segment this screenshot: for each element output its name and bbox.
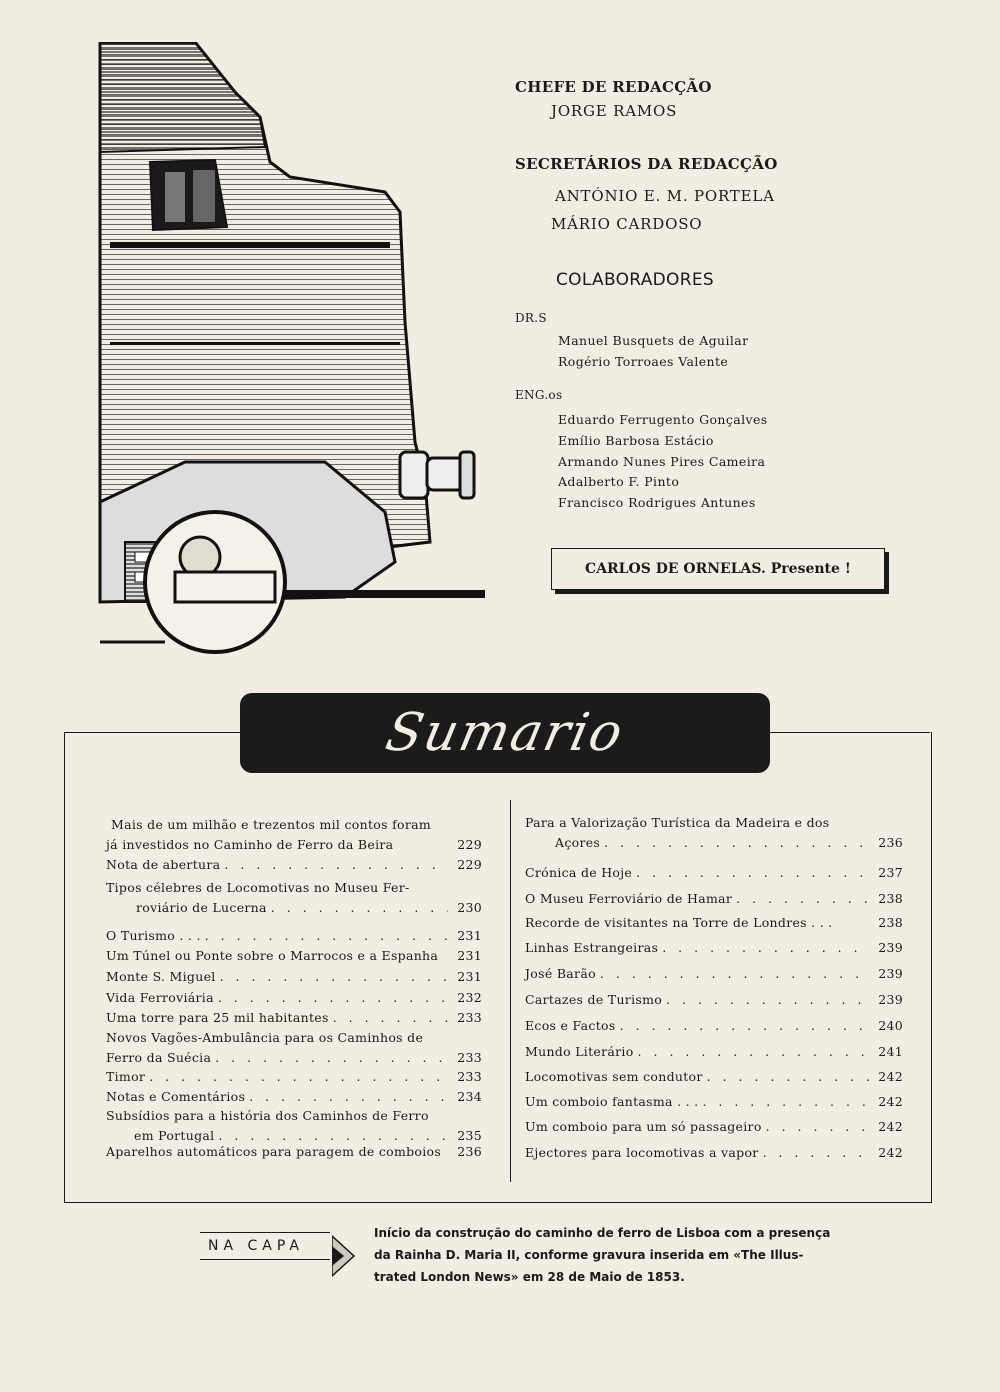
toc-entry <box>106 1087 482 1107</box>
toc-entry-line <box>525 1016 903 1036</box>
toc-entry-title: Locomotivas sem condutor <box>525 1069 703 1084</box>
collaborator-name: Armando Nunes Pires Cameira <box>558 454 766 469</box>
toc-entry <box>106 815 482 855</box>
sumario-banner <box>240 693 770 773</box>
toc-page-number: 235 <box>457 1128 482 1143</box>
dot-leader <box>214 988 448 1008</box>
toc-page-number: 239 <box>878 940 903 955</box>
toc-entry-title: Monte S. Miguel <box>106 969 216 984</box>
toc-entry <box>106 946 482 966</box>
toc-entry-title: Ejectores para locomotivas a vapor <box>525 1145 759 1160</box>
na-capa-label <box>200 1232 330 1260</box>
toc-entry-title: Um comboio fantasma . . . <box>525 1094 699 1109</box>
dot-leader <box>616 1016 869 1036</box>
toc-page-number: 242 <box>878 1094 903 1109</box>
toc-entry-line <box>525 833 903 853</box>
toc-entry <box>106 1067 482 1087</box>
toc-entry-title: José Barão <box>525 966 596 981</box>
toc-entry-line <box>106 967 482 987</box>
engineers-label: ENG.os <box>515 388 563 402</box>
dot-leader <box>632 863 869 883</box>
dot-leader <box>732 889 869 909</box>
dot-leader <box>245 1087 448 1107</box>
collaborators-label: COLABORADORES <box>556 270 714 290</box>
collaborator-name: Emílio Barbosa Estácio <box>558 433 714 448</box>
dot-leader <box>220 855 448 875</box>
toc-entry-title: Açores <box>555 835 601 850</box>
toc-entry-line <box>106 946 482 966</box>
toc-entry <box>525 1016 903 1036</box>
toc-entry-title: Um Túnel ou Ponte sobre o Marrocos e a Espanha <box>106 948 439 963</box>
toc-entry-title: Timor <box>106 1069 146 1084</box>
toc-entry-line <box>525 913 903 933</box>
collaborator-name: Rogério Torroaes Valente <box>558 354 729 369</box>
toc-entry <box>106 855 482 875</box>
toc-page-number: 242 <box>878 1145 903 1160</box>
toc-entry-line <box>106 1142 482 1162</box>
toc-page-number: 231 <box>457 928 482 943</box>
toc-entry-title: Novos Vagões-Ambulância para os Caminhos de <box>106 1030 424 1045</box>
toc-entry-line <box>525 863 903 883</box>
arrow-icon <box>332 1226 356 1286</box>
toc-entry-line <box>525 889 903 909</box>
toc-page-number: 241 <box>878 1044 903 1059</box>
collaborator-name: Francisco Rodrigues Antunes <box>558 495 756 510</box>
toc-entry-line <box>525 1117 903 1137</box>
toc-entry <box>106 1008 482 1028</box>
toc-page-number: 238 <box>878 891 903 906</box>
toc-entry-title: roviário de Lucerna <box>136 900 267 915</box>
dot-leader <box>703 1067 869 1087</box>
secretary-name: MÁRIO CARDOSO <box>551 215 703 233</box>
toc-page-number: 234 <box>457 1089 482 1104</box>
dot-leader <box>658 938 869 958</box>
dot-leader <box>216 967 448 987</box>
toc-entry <box>106 1028 482 1068</box>
toc-entry-title: Uma torre para 25 mil habitantes <box>106 1010 329 1025</box>
toc-entry-title: Nota de abertura <box>106 857 221 872</box>
toc-entry-line <box>525 1143 903 1163</box>
toc-entry-title: O Museu Ferroviário de Hamar <box>525 891 733 906</box>
toc-entry-line <box>525 1042 903 1062</box>
dot-leader <box>762 1117 869 1137</box>
toc-entry <box>106 1142 482 1162</box>
dot-leader <box>634 1042 869 1062</box>
toc-page-number: 239 <box>878 992 903 1007</box>
dot-leader <box>600 833 869 853</box>
toc-entry <box>525 863 903 883</box>
chief-label: CHEFE DE REDACÇÃO <box>515 78 712 96</box>
dot-leader <box>329 1008 448 1028</box>
caption-line: trated London News» em 28 de Maio de 1853. <box>374 1270 685 1284</box>
toc-entry-title: O Turismo . . . <box>106 928 201 943</box>
dot-leader <box>596 964 869 984</box>
chief-name: JORGE RAMOS <box>551 102 678 120</box>
toc-page-number: 240 <box>878 1018 903 1033</box>
toc-entry-title: Recorde de visitantes na Torre de Londres . . . <box>525 915 833 930</box>
toc-entry-title: Mais de um milhão e trezentos mil contos foram <box>111 817 432 832</box>
toc-entry <box>525 990 903 1010</box>
toc-page-number: 233 <box>457 1050 482 1065</box>
toc-entry-line <box>106 1008 482 1028</box>
toc-entry-line <box>106 898 482 918</box>
na-capa-label-text: NA CAPA <box>208 1238 304 1254</box>
toc-entry-title: Crónica de Hoje <box>525 865 633 880</box>
dot-leader <box>698 1092 869 1112</box>
toc-entry-line <box>106 1106 482 1126</box>
doctors-label: DR.S <box>515 311 547 325</box>
toc-entry <box>525 1092 903 1112</box>
toc-page-number: 239 <box>878 966 903 981</box>
toc-entry <box>525 813 903 853</box>
toc-entry-title: Para a Valorização Turística da Madeira e dos <box>525 815 830 830</box>
toc-entry-line <box>525 1067 903 1087</box>
toc-entry <box>106 988 482 1008</box>
toc-entry-line <box>106 878 482 898</box>
toc-entry-title: Vida Ferroviária <box>106 990 214 1005</box>
toc-entry-line <box>525 938 903 958</box>
column-divider <box>510 800 511 1182</box>
toc-entry-line <box>525 813 903 833</box>
toc-entry-title: em Portugal <box>134 1128 215 1143</box>
toc-entry <box>525 913 903 933</box>
toc-entry-line <box>106 1087 482 1107</box>
dot-leader <box>211 1048 448 1068</box>
toc-entry <box>106 926 482 946</box>
toc-entry-line <box>106 988 482 1008</box>
dot-leader <box>267 898 448 918</box>
toc-entry <box>525 964 903 984</box>
toc-entry <box>525 1067 903 1087</box>
toc-entry-title: Aparelhos automáticos para paragem de comboios <box>106 1144 442 1159</box>
toc-entry <box>525 1143 903 1163</box>
dot-leader <box>759 1143 869 1163</box>
toc-entry <box>106 878 482 918</box>
toc-entry-line <box>106 815 482 835</box>
collaborator-name: Manuel Busquets de Aguilar <box>558 333 749 348</box>
toc-entry <box>106 1106 482 1146</box>
na-capa-caption <box>374 1222 831 1288</box>
presente-box <box>551 548 885 590</box>
toc-entry-line <box>106 855 482 875</box>
toc-entry <box>525 889 903 909</box>
toc-page-number: 229 <box>457 857 482 872</box>
toc-entry-title: Tipos célebres de Locomotivas no Museu Fer- <box>106 880 410 895</box>
toc-entry-title: Cartazes de Turismo <box>525 992 663 1007</box>
toc-entry <box>525 938 903 958</box>
toc-entry-line <box>106 926 482 946</box>
toc-entry <box>106 967 482 987</box>
sumario-title: Sumario <box>380 703 630 763</box>
toc-entry-line <box>525 1092 903 1112</box>
dot-leader <box>145 1067 448 1087</box>
toc-page-number: 236 <box>457 1144 482 1159</box>
toc-entry-line <box>106 1067 482 1087</box>
toc-page-number: 231 <box>457 969 482 984</box>
toc-page-number: 231 <box>457 948 482 963</box>
toc-entry-title: Mundo Literário <box>525 1044 634 1059</box>
presente-text: CARLOS DE ORNELAS. Presente ! <box>585 561 851 577</box>
toc-entry-title: já investidos no Caminho de Ferro da Beira <box>106 837 394 852</box>
toc-entry-title: Linhas Estrangeiras <box>525 940 659 955</box>
toc-page-number: 229 <box>457 837 482 852</box>
toc-entry-line <box>106 835 482 855</box>
collaborator-name: Eduardo Ferrugento Gonçalves <box>558 412 768 427</box>
toc-entry-line <box>106 1028 482 1048</box>
toc-page-number: 242 <box>878 1069 903 1084</box>
secretaries-label: SECRETÁRIOS DA REDACÇÃO <box>515 155 778 173</box>
sumario-top-rule <box>770 732 930 733</box>
toc-entry-title: Notas e Comentários <box>106 1089 246 1104</box>
toc-page-number: 237 <box>878 865 903 880</box>
toc-page-number: 236 <box>878 835 903 850</box>
toc-entry-line <box>525 964 903 984</box>
toc-entry-title: Subsídios para a história dos Caminhos de Ferro <box>106 1108 429 1123</box>
toc-entry-line <box>106 1048 482 1068</box>
toc-page-number: 233 <box>457 1010 482 1025</box>
toc-entry-title: Ecos e Factos <box>525 1018 616 1033</box>
toc-entry <box>525 1117 903 1137</box>
toc-entry-title: Ferro da Suécia <box>106 1050 212 1065</box>
toc-page-number: 230 <box>457 900 482 915</box>
toc-page-number: 233 <box>457 1069 482 1084</box>
toc-page-number: 232 <box>457 990 482 1005</box>
dot-leader <box>201 926 448 946</box>
toc-entry <box>525 1042 903 1062</box>
locomotive-illustration <box>95 42 495 654</box>
toc-entry-line <box>525 990 903 1010</box>
toc-page-number: 242 <box>878 1119 903 1134</box>
dot-leader <box>662 990 869 1010</box>
toc-page-number: 238 <box>878 915 903 930</box>
caption-line: da Rainha D. Maria II, conforme gravura inserida em «The Illus- <box>374 1248 804 1262</box>
caption-line: Início da construção do caminho de ferro de Lisboa com a presença <box>374 1226 831 1240</box>
secretary-name: ANTÓNIO E. M. PORTELA <box>555 187 775 205</box>
collaborator-name: Adalberto F. Pinto <box>558 474 680 489</box>
sumario-top-rule <box>64 732 240 733</box>
toc-entry-title: Um comboio para um só passageiro <box>525 1119 762 1134</box>
